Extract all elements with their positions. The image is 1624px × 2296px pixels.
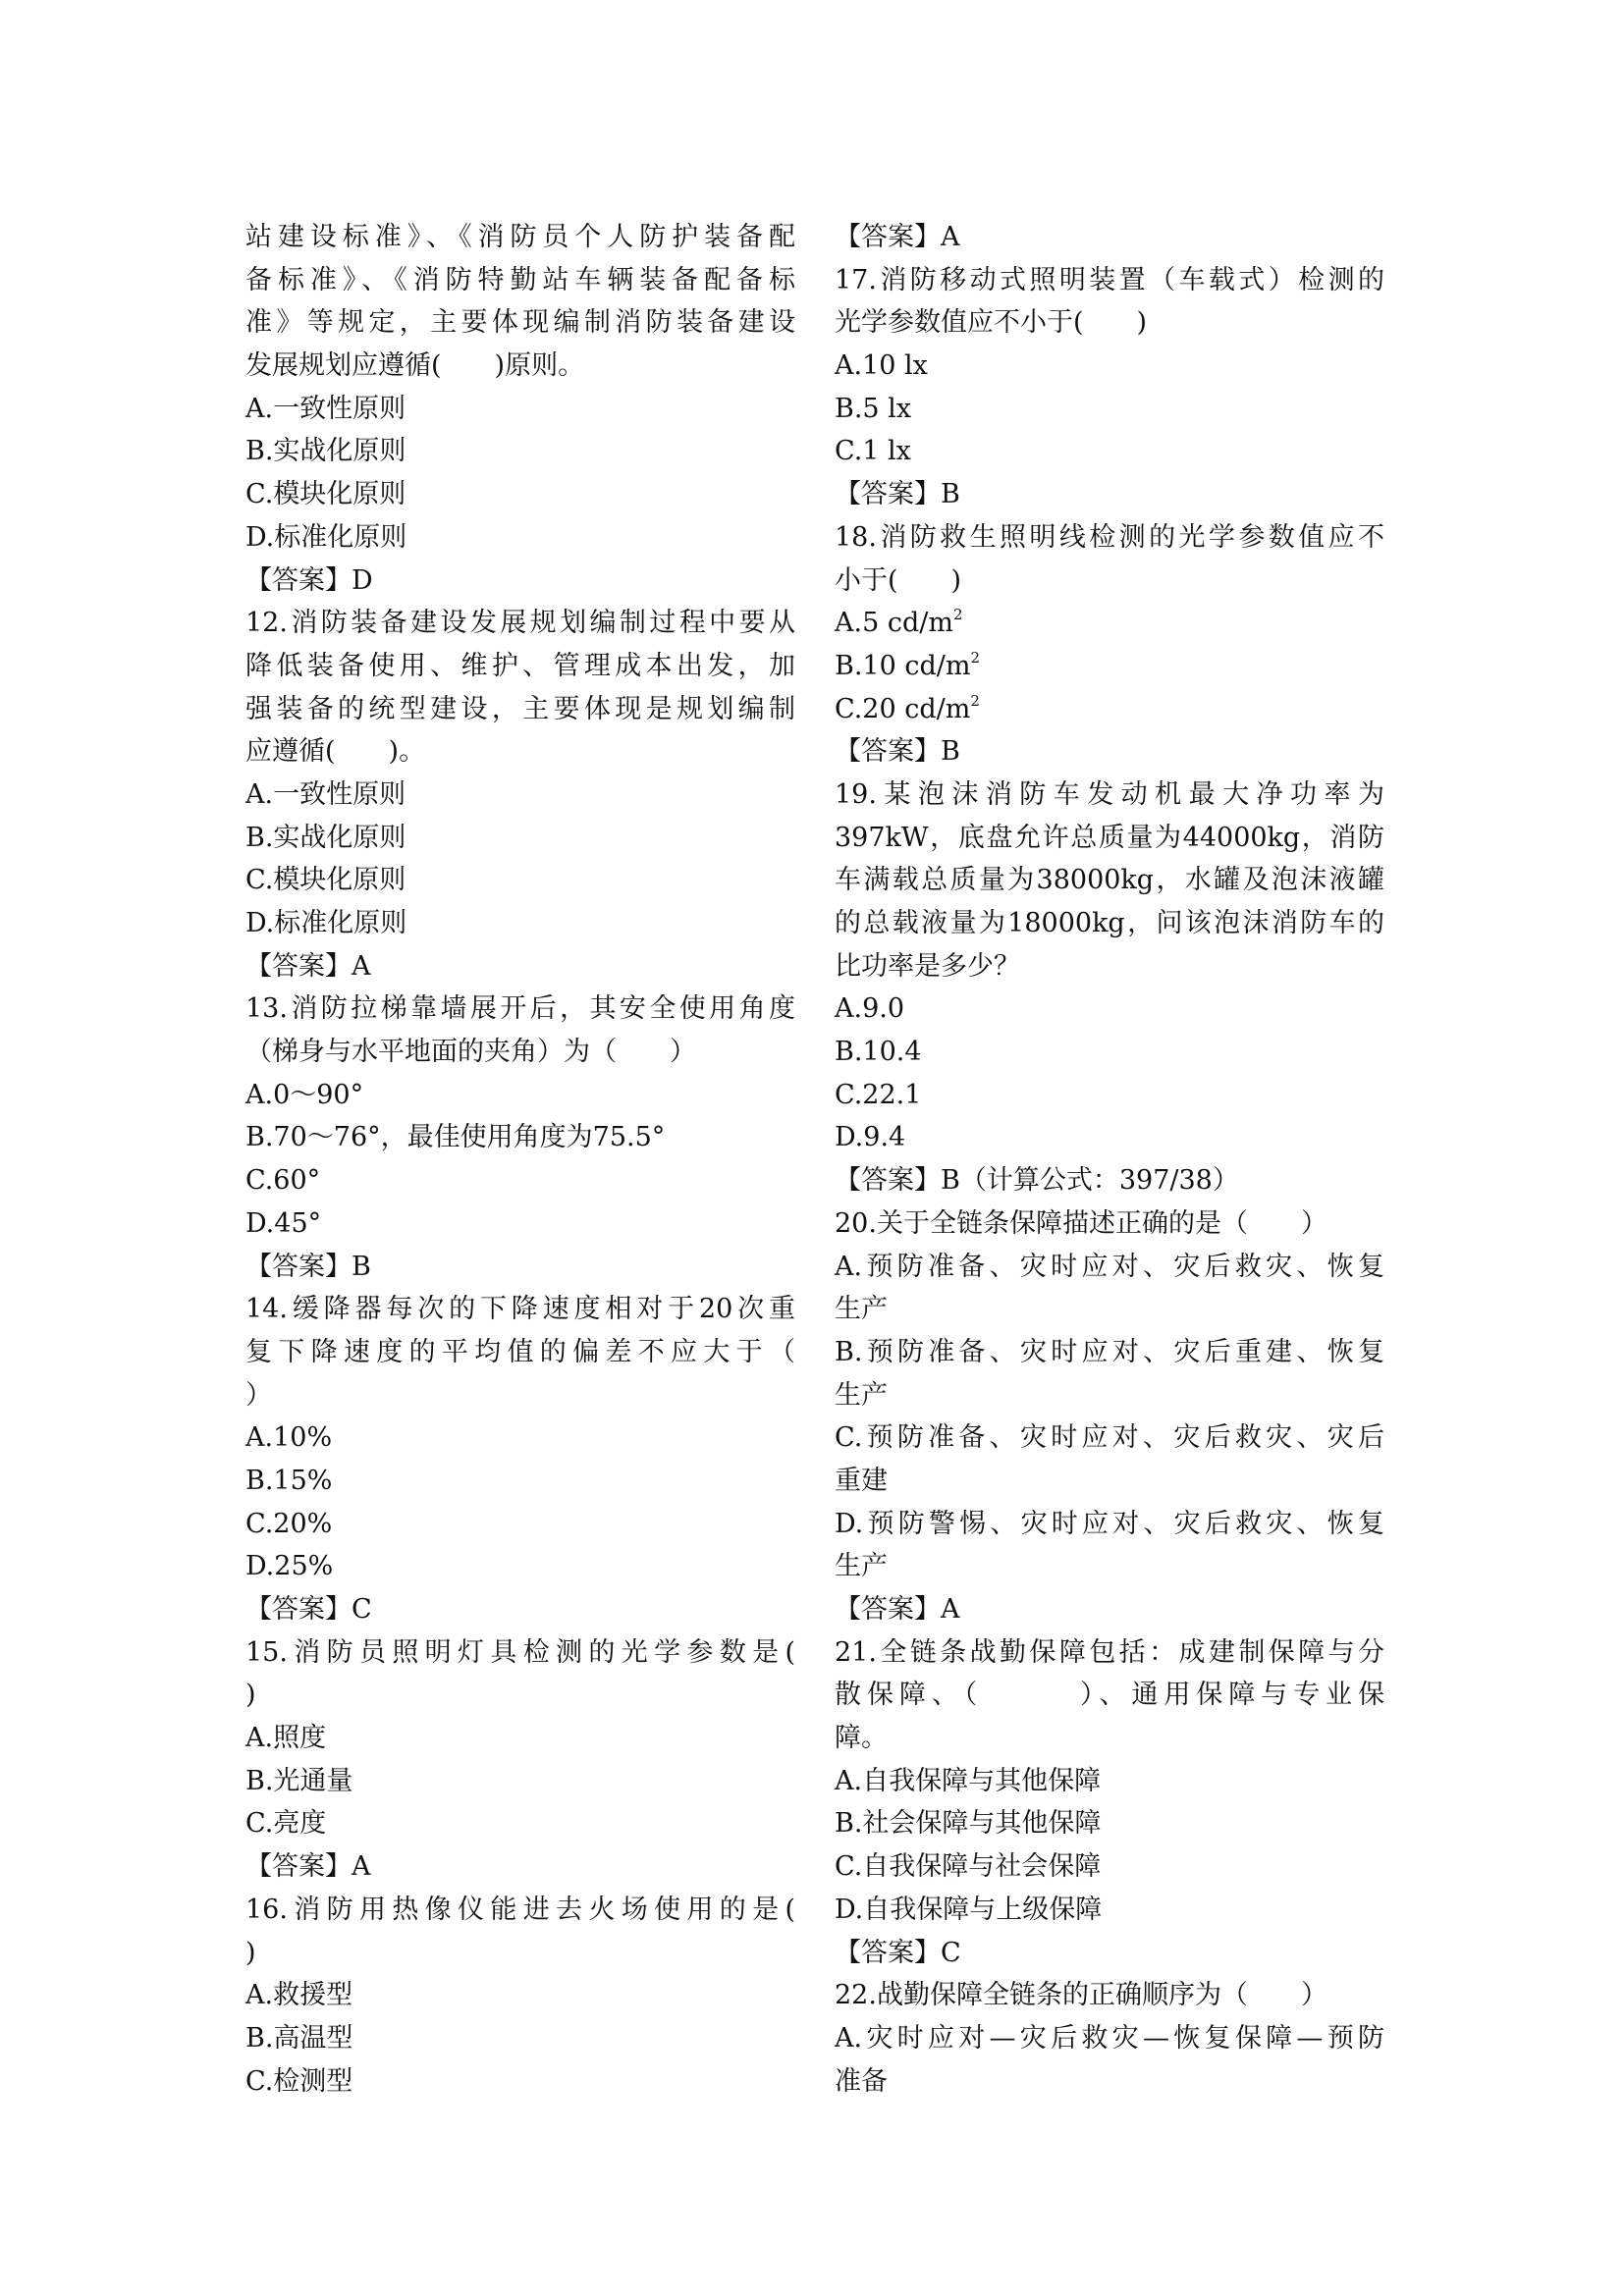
text-line: B.10 $cd/m^2$	[835, 648, 981, 681]
text-line: D.预防警惕、灾时应对、灾后救灾、恢复	[835, 1508, 1384, 1539]
text-line: A.0～90°	[245, 1079, 364, 1110]
text-line: A.10%	[245, 1422, 333, 1454]
text-line: B.15%	[245, 1465, 333, 1496]
text-line: B.70～76°，最佳使用角度为75.5°	[245, 1122, 666, 1153]
unit-superscript: 2	[970, 691, 980, 710]
text-line: 光学参数值应不小于( )	[835, 307, 1148, 339]
text-line: 【答案】B（计算公式：397/38）	[835, 1165, 1239, 1197]
text-line: 20.关于全链条保障描述正确的是（ ）	[835, 1207, 1327, 1239]
text-line: D.9.4	[835, 1122, 906, 1153]
text-line: 备标准》、《消防特勤站车辆装备配备标	[245, 264, 795, 295]
text-line: 重建	[835, 1465, 888, 1496]
text-line: B.实战化原则	[245, 436, 406, 467]
text-line: 22.战勤保障全链条的正确顺序为（ ）	[835, 1980, 1327, 2011]
text-line: C.20 $cd/m^2$	[835, 691, 980, 724]
text-line: 15.消防员照明灯具检测的光学参数是(	[245, 1636, 795, 1668]
text-line: 【答案】D	[245, 564, 373, 596]
text-line: A.照度	[245, 1723, 327, 1754]
text-line: 生产	[835, 1379, 888, 1411]
text-line: A.救援型	[245, 1980, 353, 2011]
text-line: 19.某泡沫消防车发动机最大净功率为	[835, 778, 1384, 810]
text-line: 发展规划应遵循( )原则。	[245, 350, 585, 382]
text-line: 强装备的统型建设，主要体现是规划编制	[245, 693, 795, 724]
text-line: C.亮度	[245, 1808, 327, 1840]
text-line: 车满载总质量为38000kg，水罐及泡沫液罐	[835, 865, 1384, 896]
text-line: A.一致性原则	[245, 778, 406, 810]
text-line: C.60°	[245, 1165, 321, 1197]
text-line: D.45°	[245, 1207, 322, 1239]
text-line: 降低装备使用、维护、管理成本出发，加	[245, 650, 795, 681]
text-line: 【答案】A	[245, 950, 371, 982]
text-line: 准》等规定，主要体现编制消防装备建设	[245, 307, 795, 339]
text-line: B.5 lx	[835, 393, 912, 424]
left-column	[245, 216, 795, 2103]
text-line: C.22.1	[835, 1079, 922, 1110]
text-line: 小于( )	[835, 564, 962, 596]
text-line: 生产	[835, 1294, 888, 1325]
text-line: A.一致性原则	[245, 393, 406, 424]
text-line: 【答案】A	[245, 1851, 371, 1883]
text-line: A.9.0	[835, 993, 905, 1025]
text-line: D.自我保障与上级保障	[835, 1894, 1103, 1925]
text-line: 21.全链条战勤保障包括：成建制保障与分	[835, 1636, 1384, 1668]
text-line: 397kW，底盘允许总质量为44000kg，消防	[835, 822, 1384, 853]
text-line: （梯身与水平地面的夹角）为（ ）	[245, 1037, 696, 1068]
text-line: C.20%	[245, 1508, 333, 1539]
text-line: 的总载液量为18000kg，问该泡沫消防车的	[835, 908, 1384, 938]
text-line: B.10.4	[835, 1037, 922, 1068]
text-line: 比功率是多少？	[835, 950, 1020, 982]
text-line: C.预防准备、灾时应对、灾后救灾、灾后	[835, 1422, 1384, 1454]
text-line: A.预防准备、灾时应对、灾后救灾、恢复	[835, 1251, 1384, 1282]
text-line: 准备	[835, 2065, 888, 2097]
text-line: 12.消防装备建设发展规划编制过程中要从	[245, 608, 795, 639]
text-line: 复下降速度的平均值的偏差不应大于（	[245, 1336, 795, 1367]
unit-superscript: 2	[970, 648, 981, 667]
text-line: B.社会保障与其他保障	[835, 1808, 1102, 1840]
text-line: A.10 lx	[835, 350, 928, 382]
text-line: 16.消防用热像仪能进去火场使用的是(	[245, 1894, 795, 1925]
text-line: 散保障、（ ）、通用保障与专业保	[835, 1680, 1384, 1711]
text-line: )	[245, 1680, 256, 1711]
text-line: B.光通量	[245, 1765, 353, 1796]
text-line: 【答案】B	[245, 1251, 371, 1282]
text-line: )	[245, 1937, 256, 1968]
text-line: 14.缓降器每次的下降速度相对于20次重	[245, 1294, 795, 1325]
text-line: ）	[245, 1379, 272, 1411]
text-line: 【答案】B	[835, 479, 960, 510]
text-line: A.灾时应对—灾后救灾—恢复保障—预防	[835, 2022, 1384, 2054]
text-line: 18.消防救生照明线检测的光学参数值应不	[835, 521, 1384, 553]
text-line: 【答案】B	[835, 736, 960, 768]
text-line: 【答案】C	[835, 1937, 961, 1968]
text-line: C.1 lx	[835, 436, 911, 467]
text-line: D.标准化原则	[245, 521, 407, 553]
text-line: 障。	[835, 1723, 888, 1754]
unit-superscript: 2	[952, 606, 963, 624]
text-line: C.检测型	[245, 2065, 353, 2097]
text-line: A.自我保障与其他保障	[835, 1765, 1102, 1796]
text-line: 应遵循( )。	[245, 736, 426, 768]
text-line: C.模块化原则	[245, 479, 406, 510]
text-line: B.实战化原则	[245, 822, 406, 853]
text-line: B.高温型	[245, 2022, 353, 2054]
text-line: C.模块化原则	[245, 865, 406, 896]
text-line: 17.消防移动式照明装置（车载式）检测的	[835, 264, 1384, 295]
text-line: D.标准化原则	[245, 908, 407, 938]
text-line: 【答案】A	[835, 1594, 960, 1625]
text-line: A.5 $cd/m^2$	[835, 606, 963, 639]
text-line: 生产	[835, 1551, 888, 1582]
right-column	[835, 216, 1384, 2103]
text-line: 13.消防拉梯靠墙展开后，其安全使用角度	[245, 993, 795, 1025]
text-line: D.25%	[245, 1551, 334, 1582]
text-line: 【答案】C	[245, 1594, 372, 1625]
text-line: 【答案】A	[835, 222, 960, 252]
text-line: 站建设标准》、《消防员个人防护装备配	[245, 222, 795, 252]
text-line: C.自我保障与社会保障	[835, 1851, 1102, 1883]
text-line: B.预防准备、灾时应对、灾后重建、恢复	[835, 1336, 1384, 1367]
